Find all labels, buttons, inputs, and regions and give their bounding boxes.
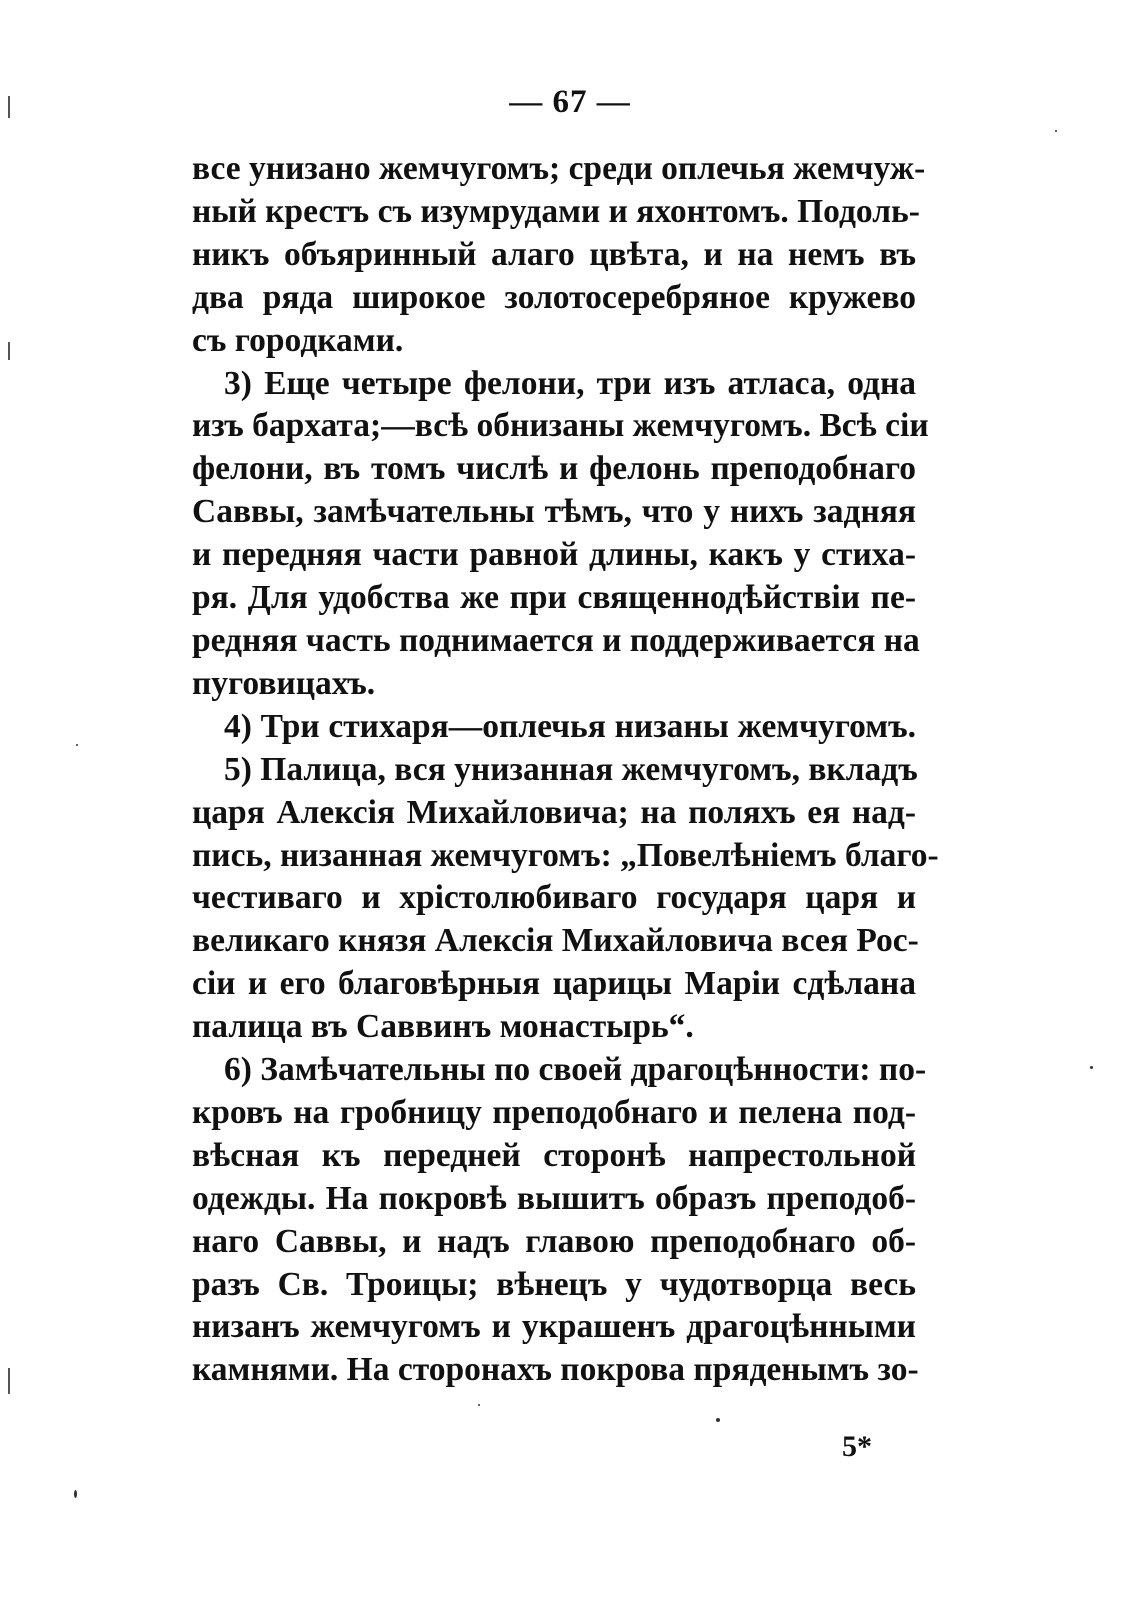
- text-line: наго Саввы, и надъ главою преподобнаго об-: [192, 1222, 916, 1260]
- scan-speck: [1055, 130, 1057, 132]
- text-line: редняя часть поднимается и поддерживается на: [192, 621, 920, 659]
- text-line: царя Алексія Михайловича; на поляхъ ея над-: [192, 793, 916, 831]
- text-line: пись, низанная жемчугомъ: „Повелѣніемъ благо-: [192, 836, 939, 874]
- scan-speck: [478, 1404, 480, 1406]
- text-line: фелони, въ томъ числѣ и фелонь преподобнаго: [192, 450, 916, 488]
- text-line: съ городками.: [192, 321, 404, 359]
- scan-speck: [716, 1418, 720, 1422]
- text-line: все унизано жемчугомъ; среди оплечья жемчуж-: [192, 150, 926, 187]
- text-line: и передняя части равной длины, какъ у стиха-: [192, 536, 916, 574]
- page-text: [192, 148, 939, 1392]
- text-line: кровъ на гробницу преподобнаго и пелена под-: [192, 1093, 916, 1131]
- scan-margin-mark: [8, 96, 10, 118]
- scan-margin-mark: [8, 1368, 10, 1394]
- scan-speck: [1090, 1066, 1093, 1069]
- text-line: низанъ жемчугомъ и украшенъ драгоцѣнными: [192, 1308, 916, 1346]
- scan-margin-mark: [8, 342, 10, 360]
- text-line: пуговицахъ.: [192, 664, 376, 702]
- text-line: вѣсная къ передней сторонѣ напрестольной: [192, 1136, 916, 1174]
- text-line: одежды. На покровѣ вышитъ образъ преподоб-: [192, 1179, 916, 1217]
- text-line: великаго князя Алексія Михайловича всея Рос-: [192, 922, 919, 960]
- text-line: камнями. На сторонахъ покрова пряденымъ зо-: [192, 1351, 919, 1389]
- text-line: 3) Еще четыре фелони, три изъ атласа, одна: [224, 364, 916, 402]
- page-number: — 67 —: [509, 84, 631, 120]
- text-line: 5) Палица, вся унизанная жемчугомъ, вкладъ: [224, 750, 918, 788]
- text-line: ря. Для удобства же при священнодѣйствіи пе-: [192, 579, 916, 617]
- scan-speck: [76, 744, 78, 746]
- text-line: изъ бархата;—всѣ обнизаны жемчугомъ. Всѣ сіи: [192, 407, 929, 445]
- text-line: 4) Три стихаря—оплечья низаны жемчугомъ.: [224, 707, 916, 745]
- text-line: ный крестъ съ изумрудами и яхонтомъ. Подоль-: [192, 192, 920, 230]
- text-line: честиваго и хрістолюбиваго государя царя и: [192, 879, 916, 917]
- text-line: палица въ Саввинъ монастырь“.: [192, 1008, 694, 1046]
- text-line: никъ объяринный алаго цвѣта, и на немъ въ: [192, 235, 916, 273]
- text-line: Саввы, замѣчательны тѣмъ, что у нихъ задняя: [192, 493, 916, 531]
- scan-speck: [74, 1490, 77, 1498]
- text-line: два ряда широкое золотосеребряное кружево: [192, 278, 916, 316]
- printer-signature-mark: 5*: [842, 1430, 872, 1463]
- text-line: разъ Св. Троицы; вѣнецъ у чудотворца весь: [192, 1265, 916, 1303]
- text-line: 6) Замѣчательны по своей драгоцѣнности: по-: [224, 1051, 927, 1089]
- text-line: сіи и его благовѣрныя царицы Маріи сдѣлана: [192, 965, 916, 1003]
